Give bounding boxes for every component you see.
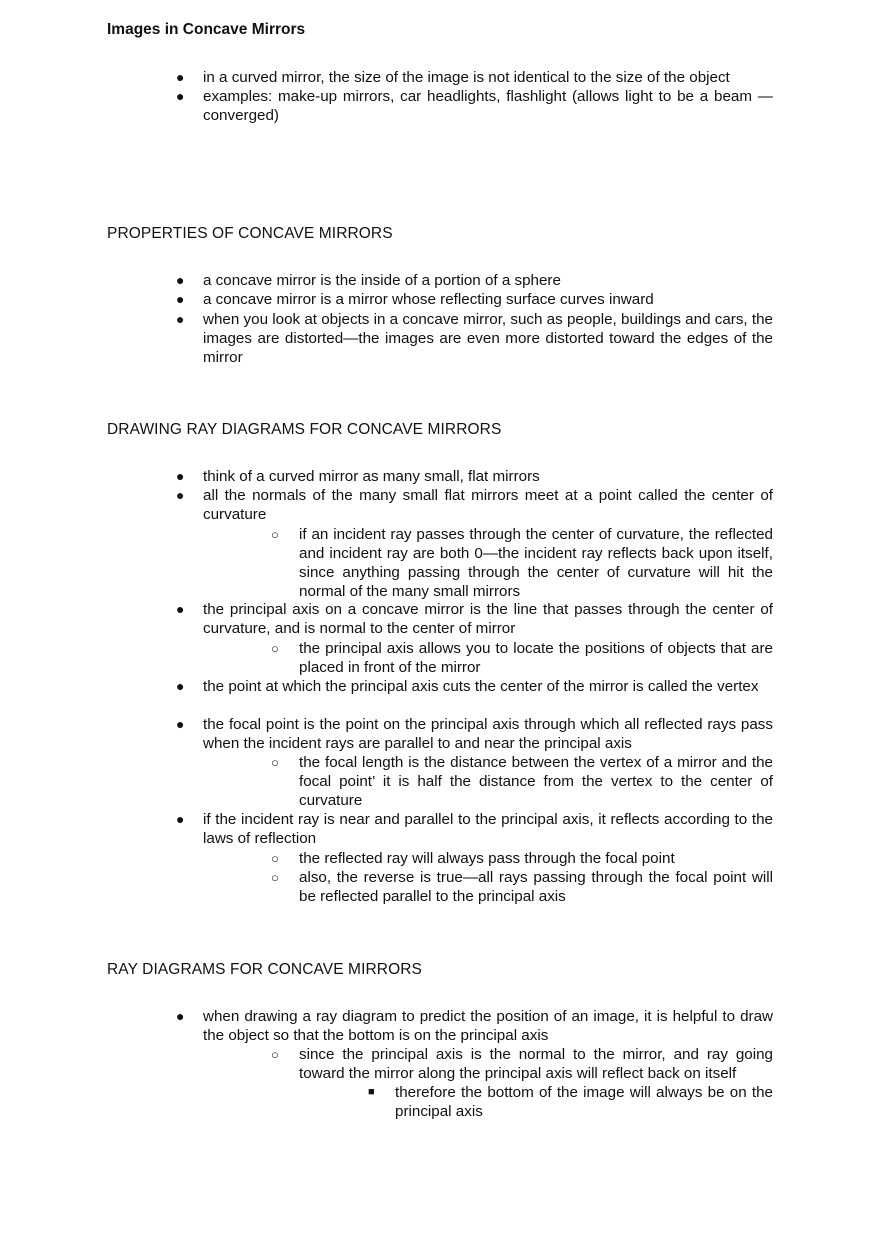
list-item: in a curved mirror, the size of the image is not identical to the size of the object [203,69,730,86]
sub-list-item: the reflected ray will always pass through the focal point [299,850,675,867]
sub-list-item: if an incident ray passes through the center of curvature, the reflected and incident ray are both 0—the incident ray reflects back upon itself, since anything passing through the center of curvature will hit the normal of the many small mirrors [299,526,773,600]
list-item: when drawing a ray diagram to predict the position of an image, it is helpful to draw the object so that the bottom is on the principal axis [203,1008,773,1044]
sub-bullet-marker: ○ [271,527,279,542]
section-heading-ray-diagrams: RAY DIAGRAMS FOR CONCAVE MIRRORS [107,961,422,978]
list-item: if the incident ray is near and parallel to the principal axis, it reflects according to the laws of reflection [203,811,773,847]
bullet-marker: ● [176,811,185,827]
sub-bullet-marker: ○ [271,641,279,656]
bullet-marker: ● [176,291,185,307]
list-item: the principal axis on a concave mirror is the line that passes through the center of curvature, and is normal to the center of mirror [203,601,773,637]
page-title: Images in Concave Mirrors [107,21,306,38]
bullet-marker: ● [176,716,185,732]
section-heading-properties: PROPERTIES OF CONCAVE MIRRORS [107,225,393,242]
list-item: all the normals of the many small flat mirrors meet at a point called the center of curvature [203,487,773,523]
sub-sub-list-item: therefore the bottom of the image will always be on the principal axis [395,1084,773,1120]
list-item: a concave mirror is the inside of a portion of a sphere [203,272,561,289]
sub-bullet-marker: ○ [271,755,279,770]
list-item: a concave mirror is a mirror whose reflecting surface curves inward [203,291,654,308]
list-item: examples: make-up mirrors, car headlights, flashlight (allows light to be a beam —converged) [203,88,773,124]
sub-bullet-marker: ○ [271,1047,279,1062]
sub-list-item: also, the reverse is true—all rays passing through the focal point will be reflected parallel to the principal axis [299,869,773,905]
bullet-marker: ● [176,69,185,85]
list-item: when you look at objects in a concave mirror, such as people, buildings and cars, the images are distorted—the images are even more distorted toward the edges of the mirror [203,311,773,366]
bullet-marker: ● [176,1008,185,1024]
bullet-marker: ● [176,311,185,327]
sub-bullet-marker: ○ [271,870,279,885]
bullet-marker: ● [176,487,185,503]
bullet-marker: ● [176,468,185,484]
list-item: the focal point is the point on the principal axis through which all reflected rays pass when the incident rays are parallel to and near the principal axis [203,716,773,752]
list-item: the point at which the principal axis cuts the center of the mirror is called the vertex [203,678,759,695]
sub-sub-bullet-marker: ■ [368,1086,375,1098]
bullet-marker: ● [176,272,185,288]
bullet-marker: ● [176,601,185,617]
section-heading-drawing-ray-diagrams: DRAWING RAY DIAGRAMS FOR CONCAVE MIRRORS [107,421,502,438]
list-item: think of a curved mirror as many small, flat mirrors [203,468,540,485]
sub-bullet-marker: ○ [271,851,279,866]
bullet-marker: ● [176,88,185,104]
bullet-marker: ● [176,678,185,694]
sub-list-item: since the principal axis is the normal to the mirror, and ray going toward the mirror along the principal axis will reflect back on itself [299,1046,773,1082]
sub-list-item: the focal length is the distance between the vertex of a mirror and the focal point’ it is half the distance from the vertex to the center of curvature [299,754,773,809]
sub-list-item: the principal axis allows you to locate the positions of objects that are placed in front of the mirror [299,640,773,676]
